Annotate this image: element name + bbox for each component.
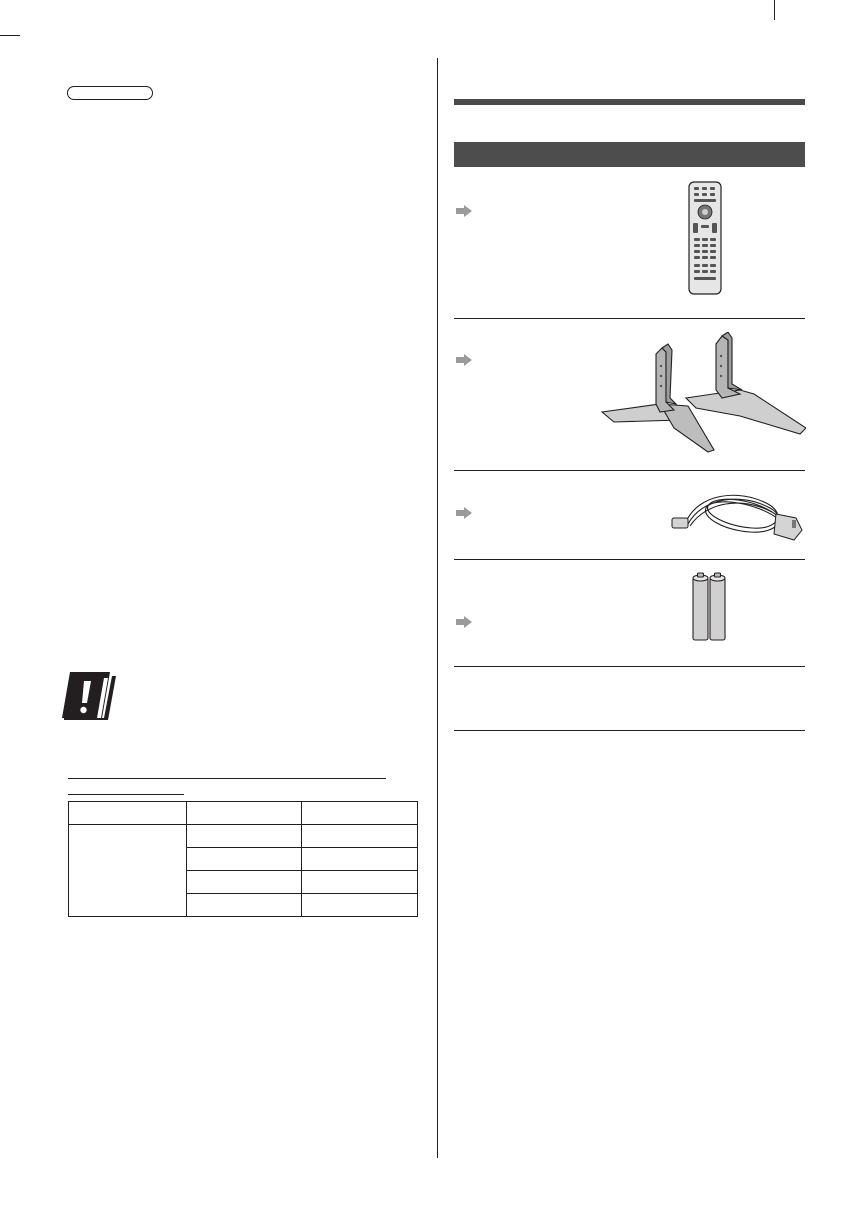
table-cell: [302, 802, 418, 825]
table-row: [69, 825, 418, 848]
table-row: [69, 802, 418, 825]
column-divider: [437, 58, 438, 1158]
note-pill: [67, 86, 153, 100]
table-cell: [302, 848, 418, 871]
table-cell: [302, 825, 418, 848]
table-cell: [187, 802, 302, 825]
table-cell: [187, 894, 302, 917]
row-divider: [454, 559, 805, 560]
row-divider: [454, 470, 805, 471]
spec-table: [68, 801, 418, 917]
batteries-icon: [690, 572, 728, 642]
table-cell: [187, 825, 302, 848]
table-cell: [187, 848, 302, 871]
row-divider: [454, 730, 805, 731]
arrow-right-icon: [456, 616, 472, 628]
arrow-right-icon: [456, 354, 472, 366]
table-cell: [69, 825, 187, 917]
row-divider: [454, 318, 805, 319]
pedestal-stand-icon: [600, 332, 806, 454]
exclamation-book-icon: [54, 670, 120, 722]
table-cell: [187, 871, 302, 894]
arrow-right-icon: [456, 507, 472, 519]
crop-mark-right: [774, 0, 775, 20]
arrow-right-icon: [456, 205, 472, 217]
table-cell: [69, 802, 187, 825]
mains-lead-icon: [668, 484, 804, 544]
table-cell: [302, 871, 418, 894]
section-title-bar: [454, 99, 805, 105]
table-heading-underline-1: [68, 778, 386, 779]
table-cell: [302, 894, 418, 917]
remote-control-icon: [688, 181, 722, 295]
table-heading-underline-2: [68, 794, 184, 795]
accessories-header-band: [454, 142, 805, 167]
row-divider: [454, 666, 805, 667]
crop-mark-top: [0, 35, 20, 36]
